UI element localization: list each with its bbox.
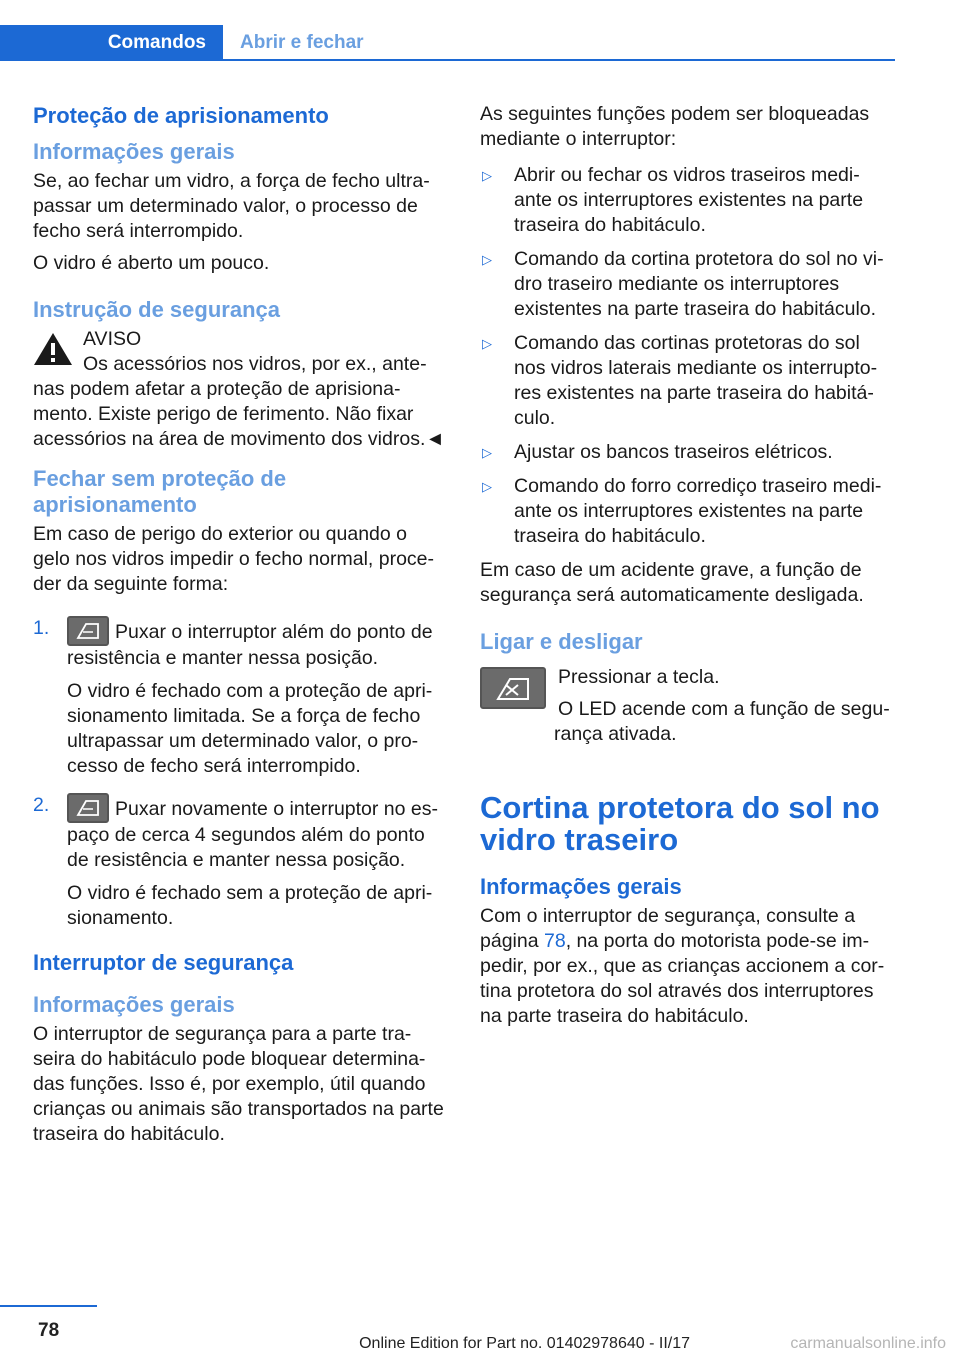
text-info1-a: Se, ao fechar um vidro, a força de fecho ultra-passar um determinado valor, o processo de fecho será interrompido.	[33, 170, 430, 242]
warning-triangle-icon	[33, 331, 73, 367]
text-acidente: Em caso de um acidente grave, a função de segurança será automaticamente desligada.	[480, 559, 864, 606]
warning-title: AVISO	[83, 328, 142, 350]
text-ligar-b: O LED acende com a função de segu-rança ativada.	[554, 698, 890, 745]
text-info2: O interruptor de segurança para a parte tra-seira do habitáculo pode bloquear determina-das funções. Isso é, por exemplo, útil quando crianças ou animais são transportados na parte traseira do habitáculo.	[33, 1023, 444, 1145]
warning-block	[33, 327, 448, 452]
step-1	[33, 616, 448, 779]
triangle-bullet-icon: ▷	[482, 168, 492, 183]
footer-rule	[0, 1305, 97, 1307]
window-lock-key-icon	[480, 667, 546, 709]
step-2	[33, 793, 448, 931]
text-intro: As seguintes funções podem ser bloqueadas mediante o interruptor:	[480, 103, 870, 150]
right-column	[480, 102, 895, 1036]
list-item: ▷ Comando do forro corrediço traseiro medi-ante os interruptores existentes na parte traseira do habitáculo.	[482, 475, 882, 547]
text-info1-b: O vidro é aberto um pouco.	[33, 252, 270, 274]
header-rule	[0, 59, 895, 61]
triangle-bullet-icon: ▷	[482, 252, 492, 267]
watermark: carmanualsonline.info	[790, 1335, 946, 1352]
list-item: ▷ Ajustar os bancos traseiros elétricos.	[482, 441, 833, 463]
heading-ligar-desligar: Ligar e desligar	[480, 629, 643, 654]
text-ligar-a: Pressionar a tecla.	[558, 666, 720, 688]
heading-informacoes-gerais-3: Informações gerais	[480, 874, 682, 899]
heading-cortina-protetora: Cortina protetora do sol no vidro traseiro	[480, 790, 880, 857]
step-2-text: Puxar novamente o interruptor no es-paço de cerca 4 segundos além do ponto de resistência e manter nessa posição.	[67, 798, 439, 871]
page-number: 78	[38, 1320, 60, 1341]
step-1-text: Puxar o interruptor além do ponto de resistência e manter nessa posição.	[67, 621, 433, 669]
left-column	[33, 102, 448, 1154]
heading-informacoes-gerais-1: Informações gerais	[33, 139, 235, 164]
heading-protecao: Proteção de aprisionamento	[33, 103, 329, 128]
edition-text: Online Edition for Part no. 01402978640 - II/17	[359, 1335, 690, 1352]
tab-comandos[interactable]: Comandos	[0, 25, 223, 61]
heading-informacoes-gerais-2: Informações gerais	[33, 992, 235, 1017]
steps-list	[33, 616, 448, 931]
warning-body: Os acessórios nos vidros, por ex., ante-nas podem afetar a proteção de aprisiona-mento. Existe perigo de ferimento. Não fixar acessórios na área de movimento dos vidros.◄	[33, 353, 445, 450]
triangle-bullet-icon: ▷	[482, 479, 492, 494]
heading-interruptor-seguranca: Interruptor de segurança	[33, 950, 294, 975]
heading-instrucao-seguranca: Instrução de segurança	[33, 297, 280, 322]
triangle-bullet-icon: ▷	[482, 445, 492, 460]
step-2-sub: O vidro é fechado sem a proteção de apri-sionamento.	[67, 882, 433, 929]
step-1-sub: O vidro é fechado com a proteção de apri-sionamento limitada. Se a força de fecho ultrapassar um determinado valor, o pro-cesso de fecho será interrompido.	[67, 680, 433, 777]
lock-key-block	[480, 665, 895, 747]
list-item: ▷ Comando da cortina protetora do sol no vi-dro traseiro mediante os interruptores existentes na parte traseira do habitáculo.	[482, 248, 884, 320]
window-switch-icon	[67, 616, 109, 646]
text-info3: Com o interruptor de segurança, consulte a página 78, na porta do motorista pode-se im-pedir, por ex., que as crianças accionem a cor-tina protetora do sol através dos interruptores na parte traseira do habitáculo.	[480, 905, 885, 1027]
text-fechar: Em caso de perigo do exterior ou quando o gelo nos vidros impedir o fecho normal, proce-der da seguinte forma:	[33, 523, 435, 595]
list-item: ▷ Comando das cortinas protetoras do sol nos vidros laterais mediante os interrupto-res existentes na parte traseira do habitá-culo.	[482, 332, 878, 429]
function-list	[480, 163, 895, 549]
step-number: 1.	[33, 617, 50, 639]
page-link-78[interactable]: 78	[543, 930, 566, 952]
heading-fechar-sem-protecao: Fechar sem proteção de aprisionamento	[33, 466, 287, 517]
step-number: 2.	[33, 794, 50, 816]
list-item: ▷ Abrir ou fechar os vidros traseiros medi-ante os interruptores existentes na parte traseira do habitáculo.	[482, 164, 864, 236]
triangle-bullet-icon: ▷	[482, 336, 492, 351]
tab-abrir-e-fechar[interactable]: Abrir e fechar	[240, 32, 364, 53]
window-switch-icon	[67, 793, 109, 823]
header-bar	[0, 25, 895, 61]
